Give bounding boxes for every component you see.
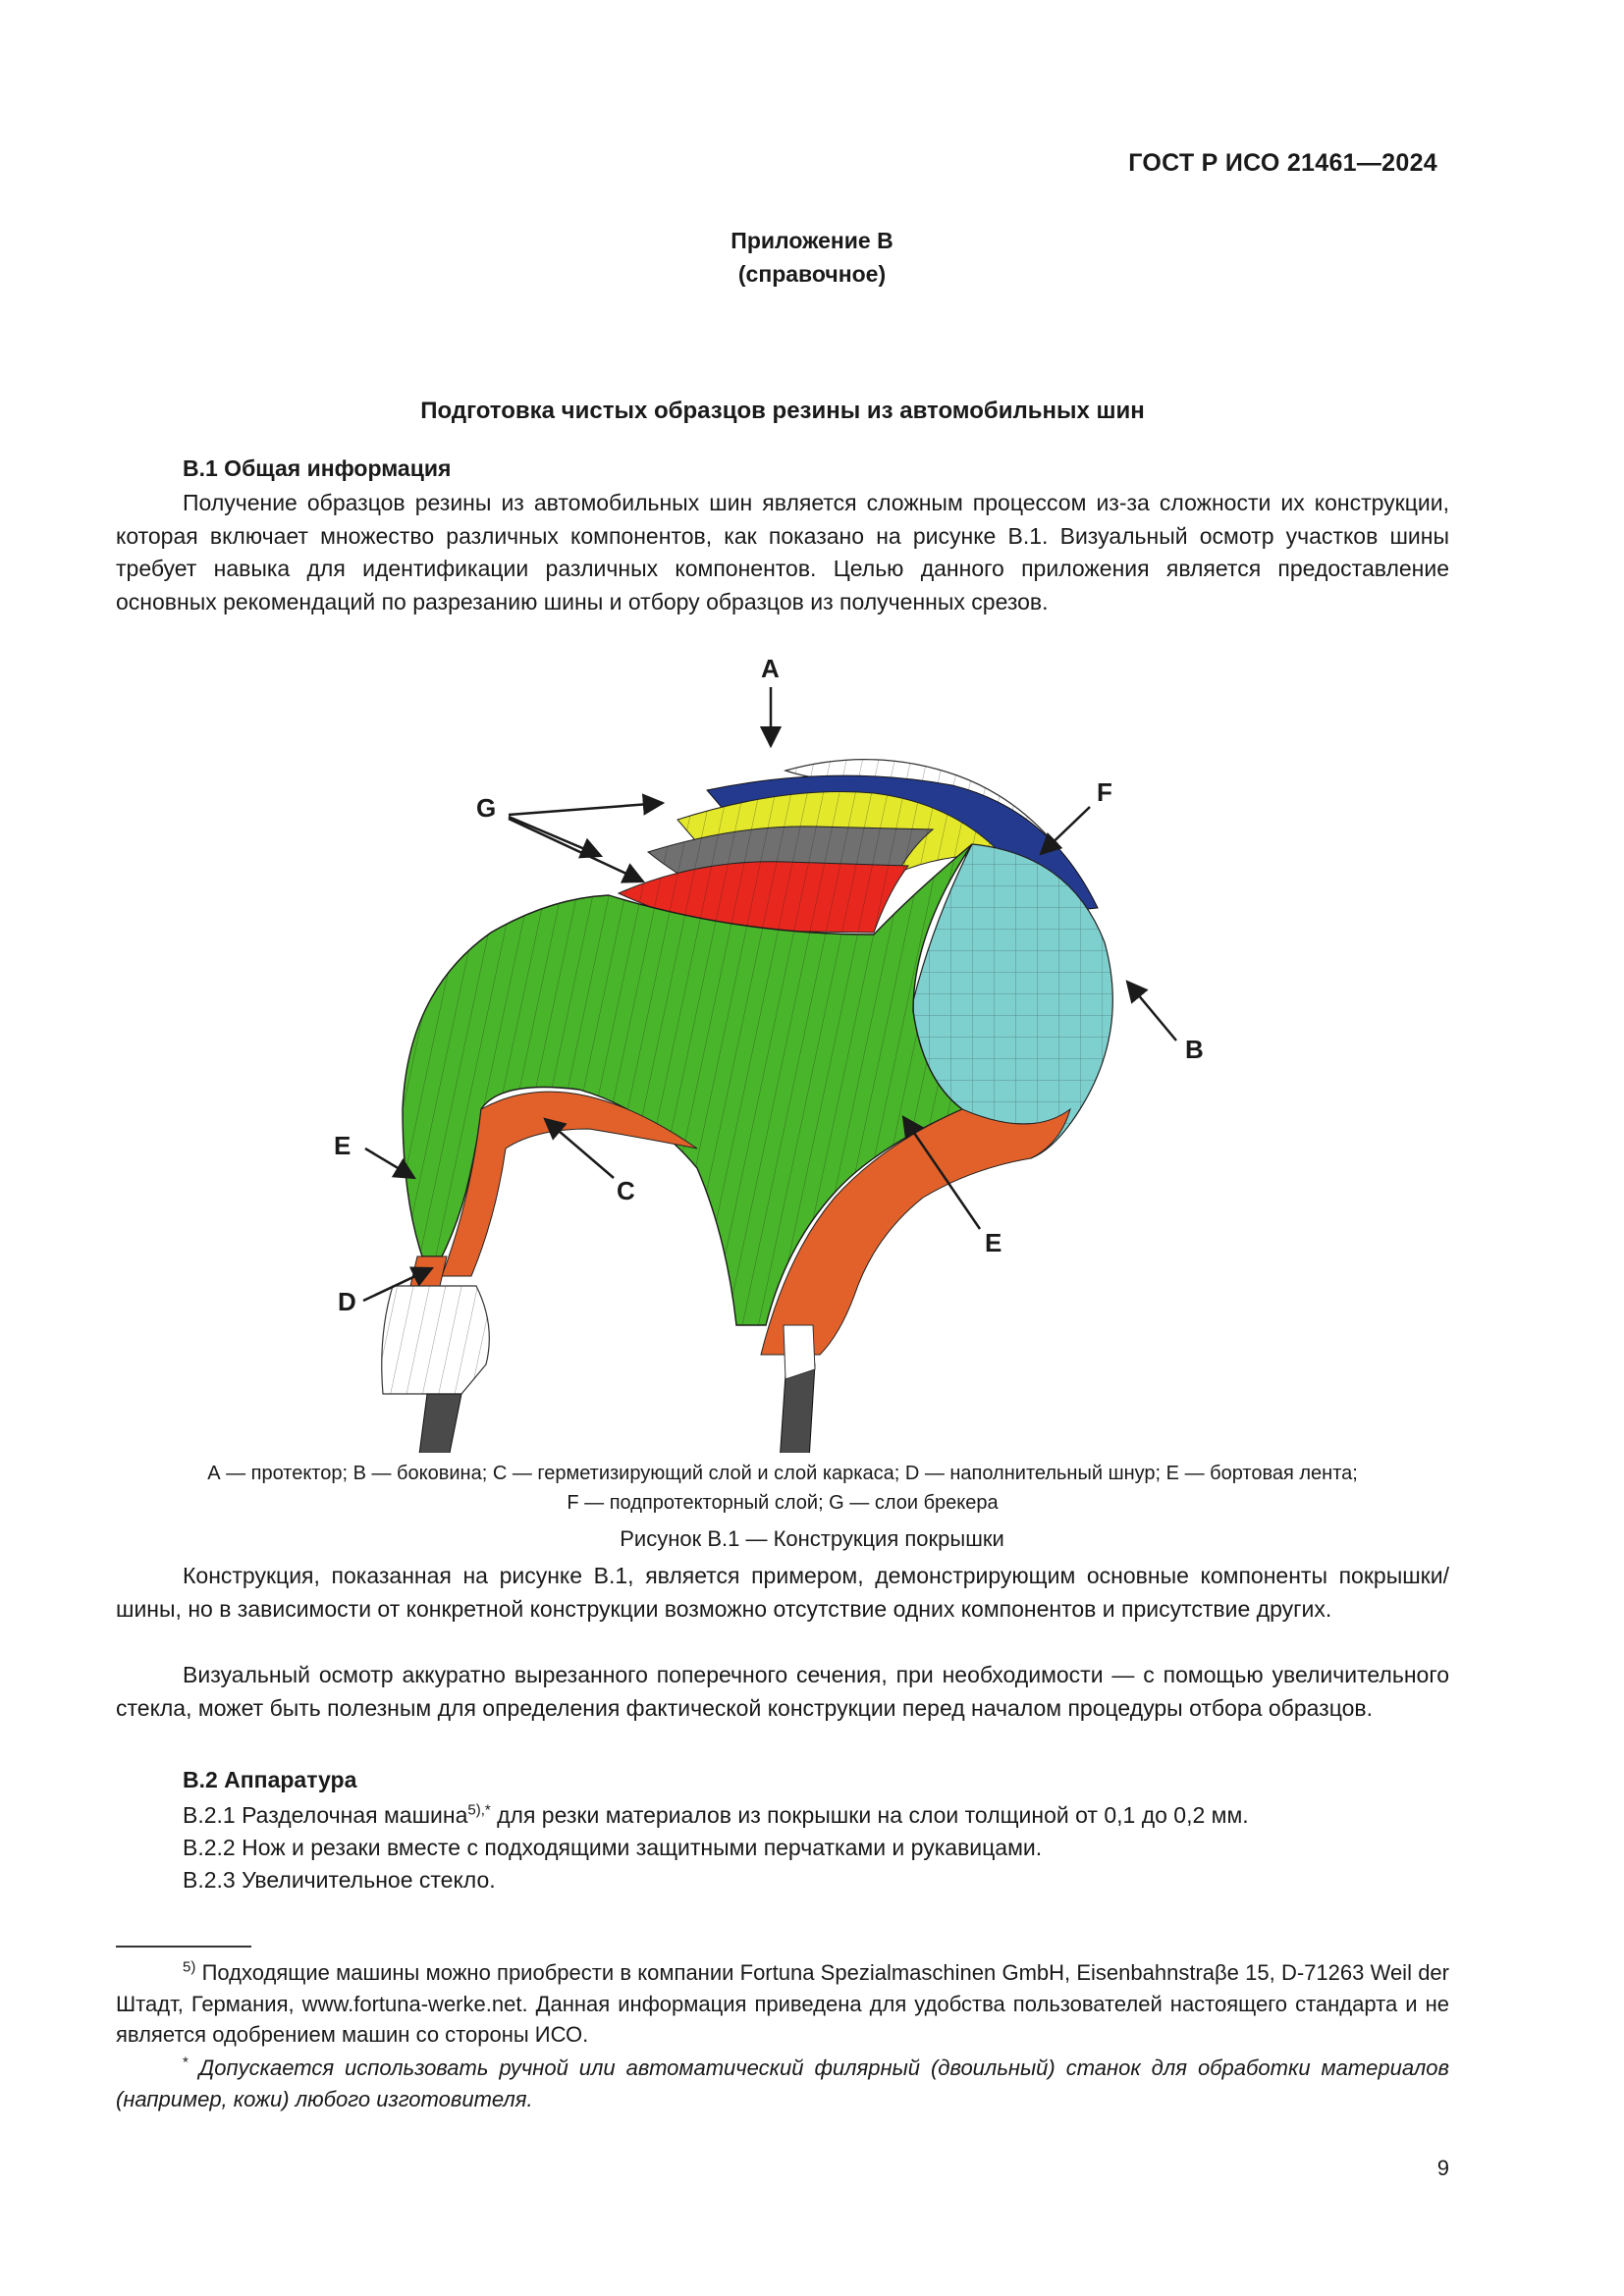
figure-legend-line1: А — протектор; В — боковина; С — герметизирующий слой и слой каркаса; D — наполнительный шнур; Е — бортовая лента; <box>207 1463 1358 1484</box>
apparatus-item-1-sup: 5),* <box>467 1801 491 1819</box>
appendix-title: Приложение В <box>731 228 893 253</box>
label-f: F <box>1097 777 1112 807</box>
paragraph-b1-text: Получение образцов резины из автомобильных шин является сложным процессом из-за сложности их конструкции, которая включает множество различных компонентов, как показано на рисунке В.1. Визуальный осмотр участков шины требует навыка для идентификации различных компонентов. Целью данного приложения является предоставление основных рекомендаций по разрезанию шины и отбору образцов из полученных срезов. <box>116 490 1449 614</box>
filler-mesh <box>382 1286 490 1394</box>
filler-right <box>784 1325 815 1379</box>
apparatus-item-2: В.2.2 Нож и резаки вместе с подходящими защитными перчатками и рукавицами. <box>183 1835 1043 1860</box>
figure-legend <box>116 1459 1449 1518</box>
arrow-b <box>1127 982 1176 1041</box>
arrow-f <box>1041 807 1090 854</box>
appendix-subtitle: (справочное) <box>737 261 887 287</box>
footnote-5-mark: 5) <box>183 1958 196 1976</box>
arrow-g3 <box>509 819 643 881</box>
footnote-star-text: Допускается использовать ручной или автоматический филярный (двоильный) станок для обработки материалов (например, кожи) любого изготовителя. <box>116 2056 1449 2111</box>
label-e-right: E <box>985 1228 1002 1257</box>
heading-b1: В.1 Общая информация <box>183 455 452 481</box>
footnote-5-text: Подходящие машины можно приобрести в компании Fortuna Spezialmaschinen GmbH, Eisenbahnstraβe 15, D-71263 Weil der Штадт, Германия, www.fortuna-werke.net. Данная информация приведена для удобства пользователей настоящего стандарта и не является одобрением машин со стороны ИСО. <box>116 1960 1449 2047</box>
arrow-g1 <box>509 803 663 815</box>
apparatus-item-1 <box>183 1799 1249 1832</box>
footnote-rule <box>116 1946 251 1948</box>
section-title: Подготовка чистых образцов резины из автомобильных шин <box>420 398 1145 424</box>
apparatus-item-1-text: В.2.1 Разделочная машина <box>183 1802 468 1828</box>
label-a: A <box>761 654 780 683</box>
label-e-left: E <box>334 1131 352 1160</box>
apparatus-item-3: В.2.3 Увеличительное стекло. <box>183 1867 496 1893</box>
paragraph-visual-inspection <box>116 1659 1449 1725</box>
footnote-star-mark: * <box>183 2054 189 2071</box>
tire-construction-figure <box>324 648 1257 1453</box>
page-number: 9 <box>1436 2156 1449 2180</box>
label-c: C <box>617 1176 635 1205</box>
paragraph-construction-text: Конструкция, показанная на рисунке В.1, является примером, демонстрирующим основные компоненты покрышки/шины, но в зависимости от конкретной конструкции возможно отсутствие одних компонентов и присутствие других. <box>116 1563 1449 1622</box>
apparatus-item-1-rest: для резки материалов из покрышки на слои толщиной от 0,1 до 0,2 мм. <box>490 1802 1249 1828</box>
paragraph-visual-inspection-text: Визуальный осмотр аккуратно вырезанного поперечного сечения, при необходимости — с помощью увеличительного стекла, может быть полезным для определения фактической конструкции перед началом процедуры отбора образцов. <box>116 1662 1449 1721</box>
figure-legend-line2: F — подпротекторный слой; G — слои брекера <box>567 1492 999 1514</box>
label-g: G <box>476 793 497 823</box>
arrow-g2 <box>509 817 601 856</box>
footnote-star <box>116 2053 1449 2114</box>
standard-number: ГОСТ Р ИСО 21461—2024 <box>1128 149 1437 177</box>
bead-left <box>414 1394 461 1453</box>
figure-caption: Рисунок В.1 — Конструкция покрышки <box>620 1526 1004 1551</box>
paragraph-b1 <box>116 487 1449 618</box>
label-b: B <box>1185 1035 1204 1064</box>
label-d: D <box>338 1287 356 1316</box>
paragraph-construction <box>116 1560 1449 1626</box>
heading-b2: В.2 Аппаратура <box>183 1767 357 1792</box>
carcass-mesh <box>403 844 972 1325</box>
footnote-5 <box>116 1957 1449 2051</box>
bead-right <box>778 1364 815 1453</box>
